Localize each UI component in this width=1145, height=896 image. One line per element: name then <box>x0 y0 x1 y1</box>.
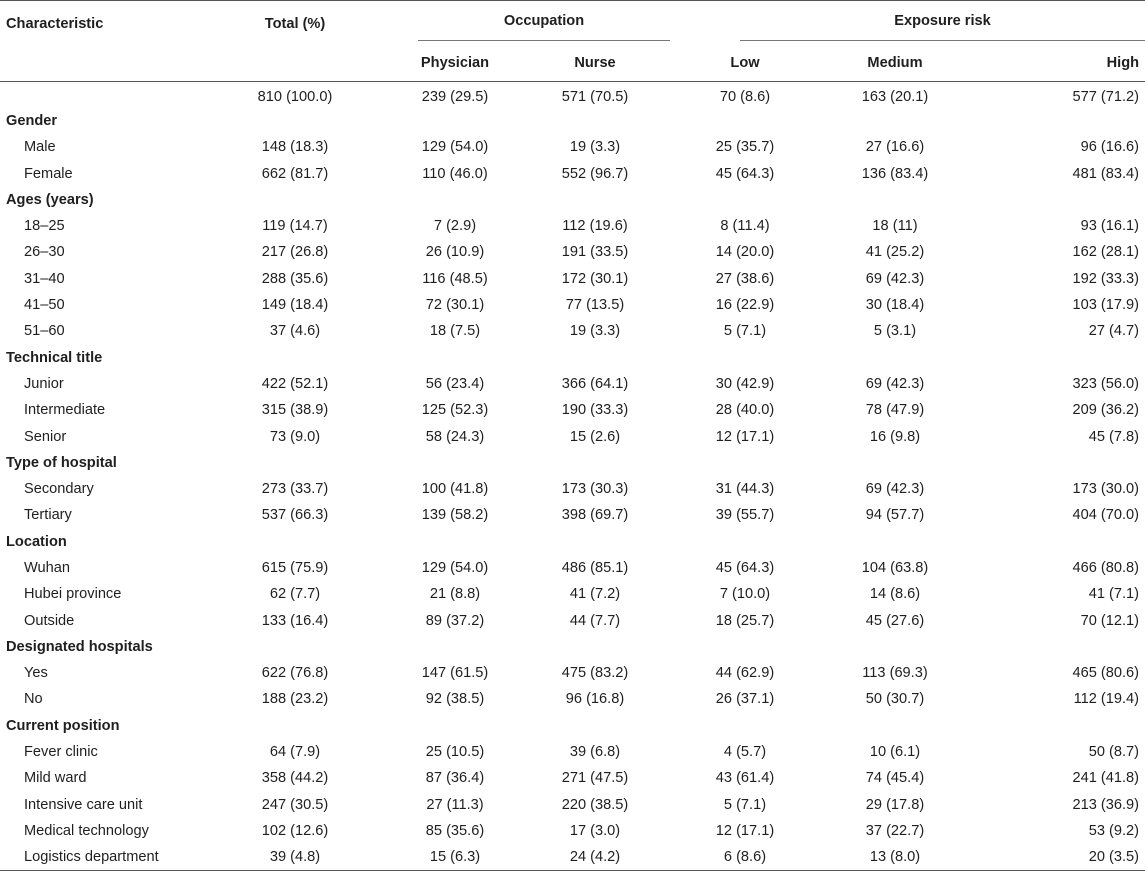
table-cell: 190 (33.3) <box>561 402 629 419</box>
table-cell: 85 (35.6) <box>425 822 485 839</box>
table-row <box>0 607 1145 633</box>
table-cell: 15 (6.3) <box>390 844 520 870</box>
table-cell: 74 (45.4) <box>865 770 925 787</box>
table-cell: 622 (76.8) <box>261 665 329 682</box>
table-cell: 104 (63.8) <box>861 559 929 576</box>
table-cell: 173 (30.3) <box>561 481 629 498</box>
row-label: Intensive care unit <box>24 796 143 813</box>
table-cell: 537 (66.3) <box>261 507 329 524</box>
table-cell: 39 (4.8) <box>200 844 390 870</box>
table-cell: 810 (100.0) <box>257 88 333 105</box>
table-row <box>0 660 1145 686</box>
table-cell: 247 (30.5) <box>261 796 329 813</box>
section-row <box>0 713 1145 739</box>
table-cell: 273 (33.7) <box>261 481 329 498</box>
table-cell: 72 (30.1) <box>425 297 485 314</box>
table-cell: 96 (16.8) <box>565 691 625 708</box>
table-cell: 239 (29.5) <box>421 88 489 105</box>
table-cell: 129 (54.0) <box>421 139 489 156</box>
table-cell: 5 (7.1) <box>723 796 767 813</box>
header-occupation: Occupation <box>418 13 670 41</box>
section-row <box>0 187 1145 213</box>
table-cell: 136 (83.4) <box>861 165 929 182</box>
table-cell: 64 (7.9) <box>269 744 321 761</box>
row-label: Secondary <box>24 481 94 498</box>
table-cell: 192 (33.3) <box>1072 270 1140 287</box>
table-cell: 69 (42.3) <box>865 481 925 498</box>
row-label: Intermediate <box>24 402 106 419</box>
table-cell: 69 (42.3) <box>865 270 925 287</box>
row-label: Mild ward <box>24 770 87 787</box>
table-row <box>0 792 1145 818</box>
section-label: Technical title <box>6 349 103 366</box>
row-label: 51–60 <box>24 323 65 340</box>
table-cell: 662 (81.7) <box>261 165 329 182</box>
table-cell: 12 (17.1) <box>715 822 775 839</box>
table-cell: 27 (4.7) <box>1088 323 1140 340</box>
row-label: Medical technology <box>24 822 149 839</box>
table-cell: 129 (54.0) <box>421 559 489 576</box>
header-total: Total (%) <box>264 16 326 32</box>
table-cell: 20 (3.5) <box>970 844 1145 870</box>
table-cell: 58 (24.3) <box>425 428 485 445</box>
table-cell: 481 (83.4) <box>1072 165 1140 182</box>
table-cell: 149 (18.4) <box>261 297 329 314</box>
table-cell: 465 (80.6) <box>1072 665 1140 682</box>
row-label: Male <box>24 139 56 156</box>
row-label: Logistics department <box>0 844 200 870</box>
table-cell: 162 (28.1) <box>1072 244 1140 261</box>
table-cell: 43 (61.4) <box>715 770 775 787</box>
table-cell: 112 (19.4) <box>1073 691 1140 708</box>
section-label: Current position <box>6 717 120 734</box>
table-cell: 29 (17.8) <box>865 796 925 813</box>
table-row <box>0 318 1145 344</box>
table-cell: 50 (8.7) <box>1088 744 1140 761</box>
table-cell: 615 (75.9) <box>261 559 329 576</box>
table-row <box>0 686 1145 712</box>
table-row <box>0 844 1145 870</box>
table-cell: 191 (33.5) <box>561 244 629 261</box>
table-cell: 14 (20.0) <box>715 244 775 261</box>
table-row <box>0 502 1145 528</box>
table-cell: 62 (7.7) <box>269 586 321 603</box>
section-label: Designated hospitals <box>6 638 153 655</box>
table-cell: 209 (36.2) <box>1072 402 1140 419</box>
header-characteristic: Characteristic <box>6 16 104 32</box>
table-cell: 28 (40.0) <box>715 402 775 419</box>
table-cell: 358 (44.2) <box>261 770 329 787</box>
table-cell: 27 (38.6) <box>715 270 775 287</box>
table-cell: 288 (35.6) <box>261 270 329 287</box>
table-row <box>0 371 1145 397</box>
table-body <box>0 82 1145 871</box>
table-row <box>0 765 1145 791</box>
table-row <box>0 476 1145 502</box>
table-cell: 172 (30.1) <box>561 270 629 287</box>
table-cell: 87 (36.4) <box>425 770 485 787</box>
table-cell: 100 (41.8) <box>421 481 489 498</box>
row-label <box>0 82 200 108</box>
table-cell: 220 (38.5) <box>561 796 629 813</box>
table-cell: 102 (12.6) <box>261 822 329 839</box>
table-cell: 188 (23.2) <box>261 691 329 708</box>
table-cell: 41 (7.2) <box>569 586 621 603</box>
row-label: Junior <box>24 375 64 392</box>
table-cell: 8 (11.4) <box>720 218 770 235</box>
table-cell: 73 (9.0) <box>269 428 321 445</box>
section-row <box>0 529 1145 555</box>
table-cell: 7 (10.0) <box>719 586 771 603</box>
table-cell: 30 (18.4) <box>865 297 925 314</box>
table-row <box>0 239 1145 265</box>
table-cell: 25 (10.5) <box>425 744 485 761</box>
header-medium: Medium <box>867 55 923 71</box>
table-cell: 18 (25.7) <box>715 612 775 629</box>
section-row <box>0 108 1145 134</box>
table-cell: 31 (44.3) <box>715 481 775 498</box>
table-cell: 44 (7.7) <box>569 612 621 629</box>
table-cell: 571 (70.5) <box>561 88 629 105</box>
table-cell: 18 (7.5) <box>429 323 481 340</box>
table-row <box>0 82 1145 108</box>
table-cell: 50 (30.7) <box>865 691 925 708</box>
table-cell: 147 (61.5) <box>421 665 489 682</box>
row-label: Female <box>24 165 73 182</box>
table-cell: 366 (64.1) <box>561 375 629 392</box>
table-cell: 133 (16.4) <box>261 612 329 629</box>
table-cell: 70 (12.1) <box>1080 612 1140 629</box>
table-cell: 24 (4.2) <box>520 844 670 870</box>
row-label: Tertiary <box>24 507 72 524</box>
table-cell: 125 (52.3) <box>421 402 489 419</box>
table-cell: 19 (3.3) <box>569 323 621 340</box>
table-cell: 77 (13.5) <box>565 297 625 314</box>
table-cell: 93 (16.1) <box>1080 218 1140 235</box>
row-label: Fever clinic <box>24 744 98 761</box>
table-cell: 475 (83.2) <box>561 665 629 682</box>
section-row <box>0 344 1145 370</box>
table-cell: 139 (58.2) <box>421 507 489 524</box>
header-physician: Physician <box>420 55 490 71</box>
table-cell: 5 (3.1) <box>873 323 917 340</box>
table-row <box>0 134 1145 160</box>
table-row <box>0 292 1145 318</box>
table-cell: 466 (80.8) <box>1072 559 1140 576</box>
table-row <box>0 266 1145 292</box>
table-cell: 10 (6.1) <box>869 744 921 761</box>
table-cell: 78 (47.9) <box>865 402 925 419</box>
row-label: Senior <box>24 428 67 445</box>
table-cell: 94 (57.7) <box>865 507 925 524</box>
table-cell: 45 (64.3) <box>715 559 775 576</box>
table-cell: 486 (85.1) <box>561 559 629 576</box>
table-cell: 241 (41.8) <box>1072 770 1140 787</box>
table-cell: 45 (64.3) <box>715 165 775 182</box>
table-cell: 173 (30.0) <box>1072 481 1140 498</box>
table-cell: 148 (18.3) <box>261 139 329 156</box>
table-cell: 25 (35.7) <box>715 139 775 156</box>
table-cell: 398 (69.7) <box>561 507 629 524</box>
table-row <box>0 213 1145 239</box>
header-exposure-risk: Exposure risk <box>740 13 1145 41</box>
row-label: Outside <box>24 612 75 629</box>
table-cell: 16 (22.9) <box>715 297 775 314</box>
row-label: 41–50 <box>24 297 65 314</box>
table-cell: 217 (26.8) <box>261 244 329 261</box>
table-cell: 323 (56.0) <box>1072 375 1140 392</box>
section-label: Location <box>6 533 67 550</box>
table-cell: 110 (46.0) <box>422 165 488 182</box>
table-cell: 41 (7.1) <box>1088 586 1140 603</box>
table-cell: 41 (25.2) <box>865 244 925 261</box>
table-cell: 577 (71.2) <box>1072 88 1140 105</box>
table-cell: 21 (8.8) <box>429 586 481 603</box>
row-label: 26–30 <box>24 244 65 261</box>
table-cell: 14 (8.6) <box>869 586 921 603</box>
table-row <box>0 397 1145 423</box>
table-cell: 39 (55.7) <box>715 507 775 524</box>
header-nurse: Nurse <box>574 55 616 71</box>
table-row <box>0 555 1145 581</box>
table-cell: 12 (17.1) <box>715 428 775 445</box>
row-label: 31–40 <box>24 270 65 287</box>
table-cell: 13 (8.0) <box>820 844 970 870</box>
table-cell: 119 (14.7) <box>262 218 328 235</box>
table-cell: 56 (23.4) <box>425 375 485 392</box>
table-cell: 37 (22.7) <box>865 822 925 839</box>
table-row <box>0 423 1145 449</box>
table-cell: 4 (5.7) <box>723 744 767 761</box>
table-cell: 19 (3.3) <box>569 139 621 156</box>
table-cell: 422 (52.1) <box>261 375 329 392</box>
table-header <box>0 1 1145 82</box>
table-cell: 315 (38.9) <box>261 402 329 419</box>
table-cell: 103 (17.9) <box>1072 297 1140 314</box>
table-cell: 163 (20.1) <box>861 88 929 105</box>
section-label: Type of hospital <box>6 454 117 471</box>
table-cell: 26 (37.1) <box>715 691 775 708</box>
table-cell: 116 (48.5) <box>422 270 488 287</box>
table-cell: 30 (42.9) <box>715 375 775 392</box>
table-cell: 552 (96.7) <box>561 165 629 182</box>
table-cell: 6 (8.6) <box>670 844 820 870</box>
table-cell: 37 (4.6) <box>269 323 321 340</box>
row-label: Yes <box>24 665 48 682</box>
table-row <box>0 739 1145 765</box>
table-cell: 27 (11.3) <box>426 796 484 813</box>
header-low: Low <box>730 55 760 71</box>
table-cell: 26 (10.9) <box>425 244 485 261</box>
table-cell: 92 (38.5) <box>425 691 485 708</box>
table-cell: 53 (9.2) <box>1088 822 1140 839</box>
row-label: 18–25 <box>24 218 65 235</box>
table-row <box>0 160 1145 186</box>
row-label: Wuhan <box>24 559 70 576</box>
table-cell: 17 (3.0) <box>569 822 621 839</box>
table-cell: 44 (62.9) <box>715 665 775 682</box>
table-cell: 27 (16.6) <box>865 139 925 156</box>
table-cell: 89 (37.2) <box>425 612 485 629</box>
table-cell: 70 (8.6) <box>719 88 771 105</box>
row-label: Hubei province <box>24 586 122 603</box>
table-cell: 39 (6.8) <box>569 744 621 761</box>
section-row <box>0 634 1145 660</box>
table-cell: 16 (9.8) <box>869 428 921 445</box>
header-high: High <box>1106 55 1140 71</box>
section-label: Gender <box>6 112 58 129</box>
section-label: Ages (years) <box>6 191 94 208</box>
section-row <box>0 450 1145 476</box>
table-row <box>0 818 1145 844</box>
table-cell: 18 (11) <box>872 218 918 235</box>
table-cell: 15 (2.6) <box>569 428 621 445</box>
table-cell: 7 (2.9) <box>433 218 477 235</box>
table-cell: 213 (36.9) <box>1072 796 1140 813</box>
row-label: No <box>24 691 43 708</box>
table-cell: 271 (47.5) <box>561 770 629 787</box>
table-cell: 45 (7.8) <box>1088 428 1140 445</box>
table-cell: 45 (27.6) <box>865 612 925 629</box>
table-cell: 404 (70.0) <box>1072 507 1140 524</box>
table-row <box>0 581 1145 607</box>
table-cell: 96 (16.6) <box>1080 139 1140 156</box>
table-cell: 113 (69.3) <box>862 665 928 682</box>
table-cell: 112 (19.6) <box>562 218 628 235</box>
table-cell: 69 (42.3) <box>865 375 925 392</box>
table-cell: 5 (7.1) <box>723 323 767 340</box>
